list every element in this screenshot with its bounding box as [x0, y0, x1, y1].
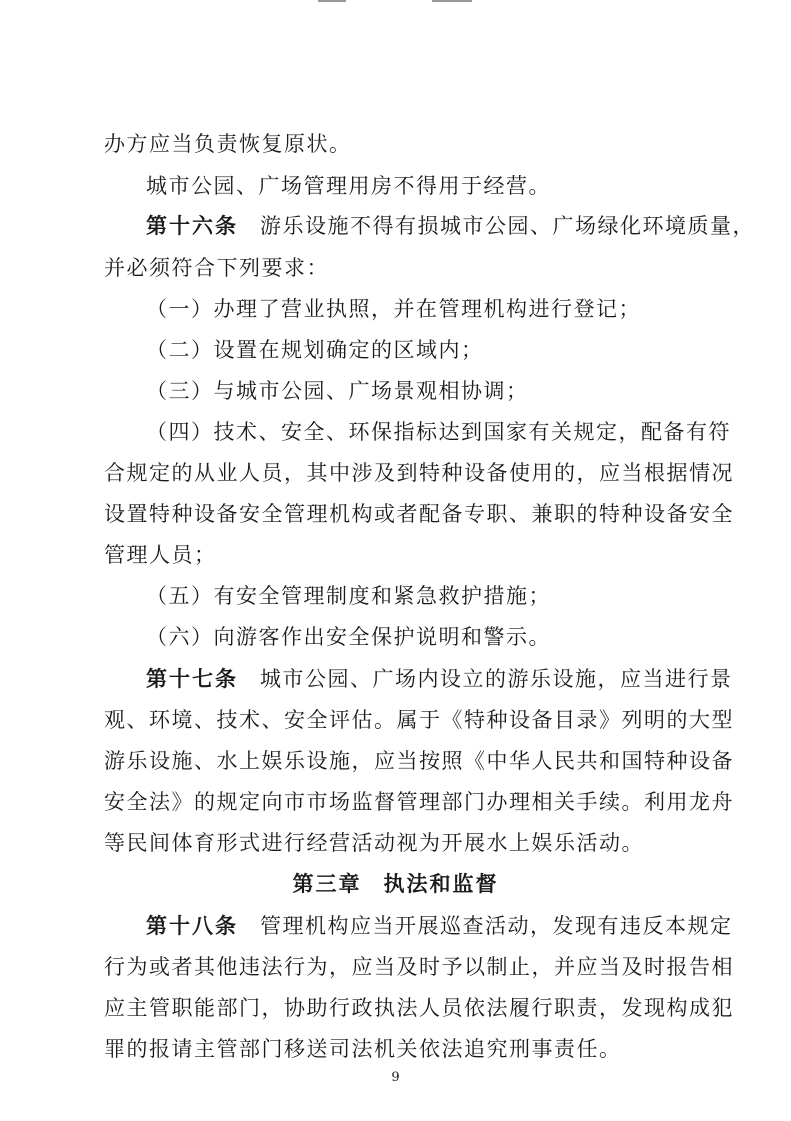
line-text: 办方应当负责恢复原状。 [104, 132, 352, 156]
text-line [0, 953, 791, 981]
line-text: （四）技术、安全、环保指标达到国家有关规定，配备有符 [146, 420, 731, 444]
line-text: （二）设置在规划确定的区域内； [146, 338, 484, 362]
line-text: 观、环境、技术、安全评估。属于《特种设备目录》列明的大型 [104, 708, 734, 732]
line-text: 安全法》的规定向市市场监督管理部门办理相关手续。利用龙舟 [104, 790, 734, 814]
line-text: 应主管职能部门，协助行政执法人员依法履行职责，发现构成犯 [104, 996, 734, 1020]
line-text: （三）与城市公园、广场景观相协调； [146, 379, 529, 403]
text-line [0, 829, 791, 857]
list-item [0, 336, 791, 364]
list-item [0, 623, 791, 651]
text-line [0, 254, 791, 282]
list-item [0, 418, 791, 446]
line-text: 管理机构应当开展巡查活动，发现有违反本规定 [260, 914, 733, 938]
line-text: 设置特种设备安全管理机构或者配备专职、兼职的特种设备安全 [104, 502, 734, 526]
line-text: 城市公园、广场内设立的游乐设施，应当进行景 [260, 667, 733, 691]
line-text: 合规定的从业人员，其中涉及到特种设备使用的，应当根据情况 [104, 461, 734, 485]
text-line [0, 1035, 791, 1063]
chapter-title: 执法和监督 [383, 872, 499, 896]
text-line [0, 747, 791, 775]
text-line [0, 500, 791, 528]
line-text: 管理人员； [104, 543, 217, 567]
line-text: 行为或者其他违法行为，应当及时予以制止，并应当及时报告相 [104, 955, 734, 979]
chapter-heading [0, 870, 791, 898]
scan-artifact [318, 0, 346, 2]
text-line [0, 994, 791, 1022]
text-line [0, 788, 791, 816]
article-18-heading-line [0, 912, 791, 940]
article-number: 第十六条 [146, 214, 238, 238]
line-text: （一）办理了营业执照，并在管理机构进行登记； [146, 297, 641, 321]
line-text: 罪的报请主管部门移送司法机关依法追究刑事责任。 [104, 1037, 622, 1061]
line-text: （六）向游客作出安全保护说明和警示。 [146, 625, 551, 649]
article-16-heading-line [0, 212, 791, 240]
scan-artifact [432, 0, 472, 2]
line-text: 并必须符合下列要求： [104, 256, 329, 280]
list-item [0, 295, 791, 323]
text-line [0, 172, 791, 200]
article-number: 第十八条 [146, 914, 238, 938]
article-17-heading-line [0, 665, 791, 693]
line-text: 游乐设施不得有损城市公园、广场绿化环境质量， [260, 214, 755, 238]
article-number: 第十七条 [146, 667, 238, 691]
text-line [0, 541, 791, 569]
line-text: 等民间体育形式进行经营活动视为开展水上娱乐活动。 [104, 831, 644, 855]
line-text: 游乐设施、水上娱乐设施，应当按照《中华人民共和国特种设备 [104, 749, 734, 773]
text-line [0, 459, 791, 487]
text-line [0, 130, 791, 158]
list-item [0, 582, 791, 610]
line-text: 城市公园、广场管理用房不得用于经营。 [146, 174, 551, 198]
chapter-number: 第三章 [292, 872, 362, 896]
page-number: 9 [391, 1070, 400, 1085]
list-item [0, 377, 791, 405]
text-line [0, 706, 791, 734]
line-text: （五）有安全管理制度和紧急救护措施； [146, 584, 551, 608]
